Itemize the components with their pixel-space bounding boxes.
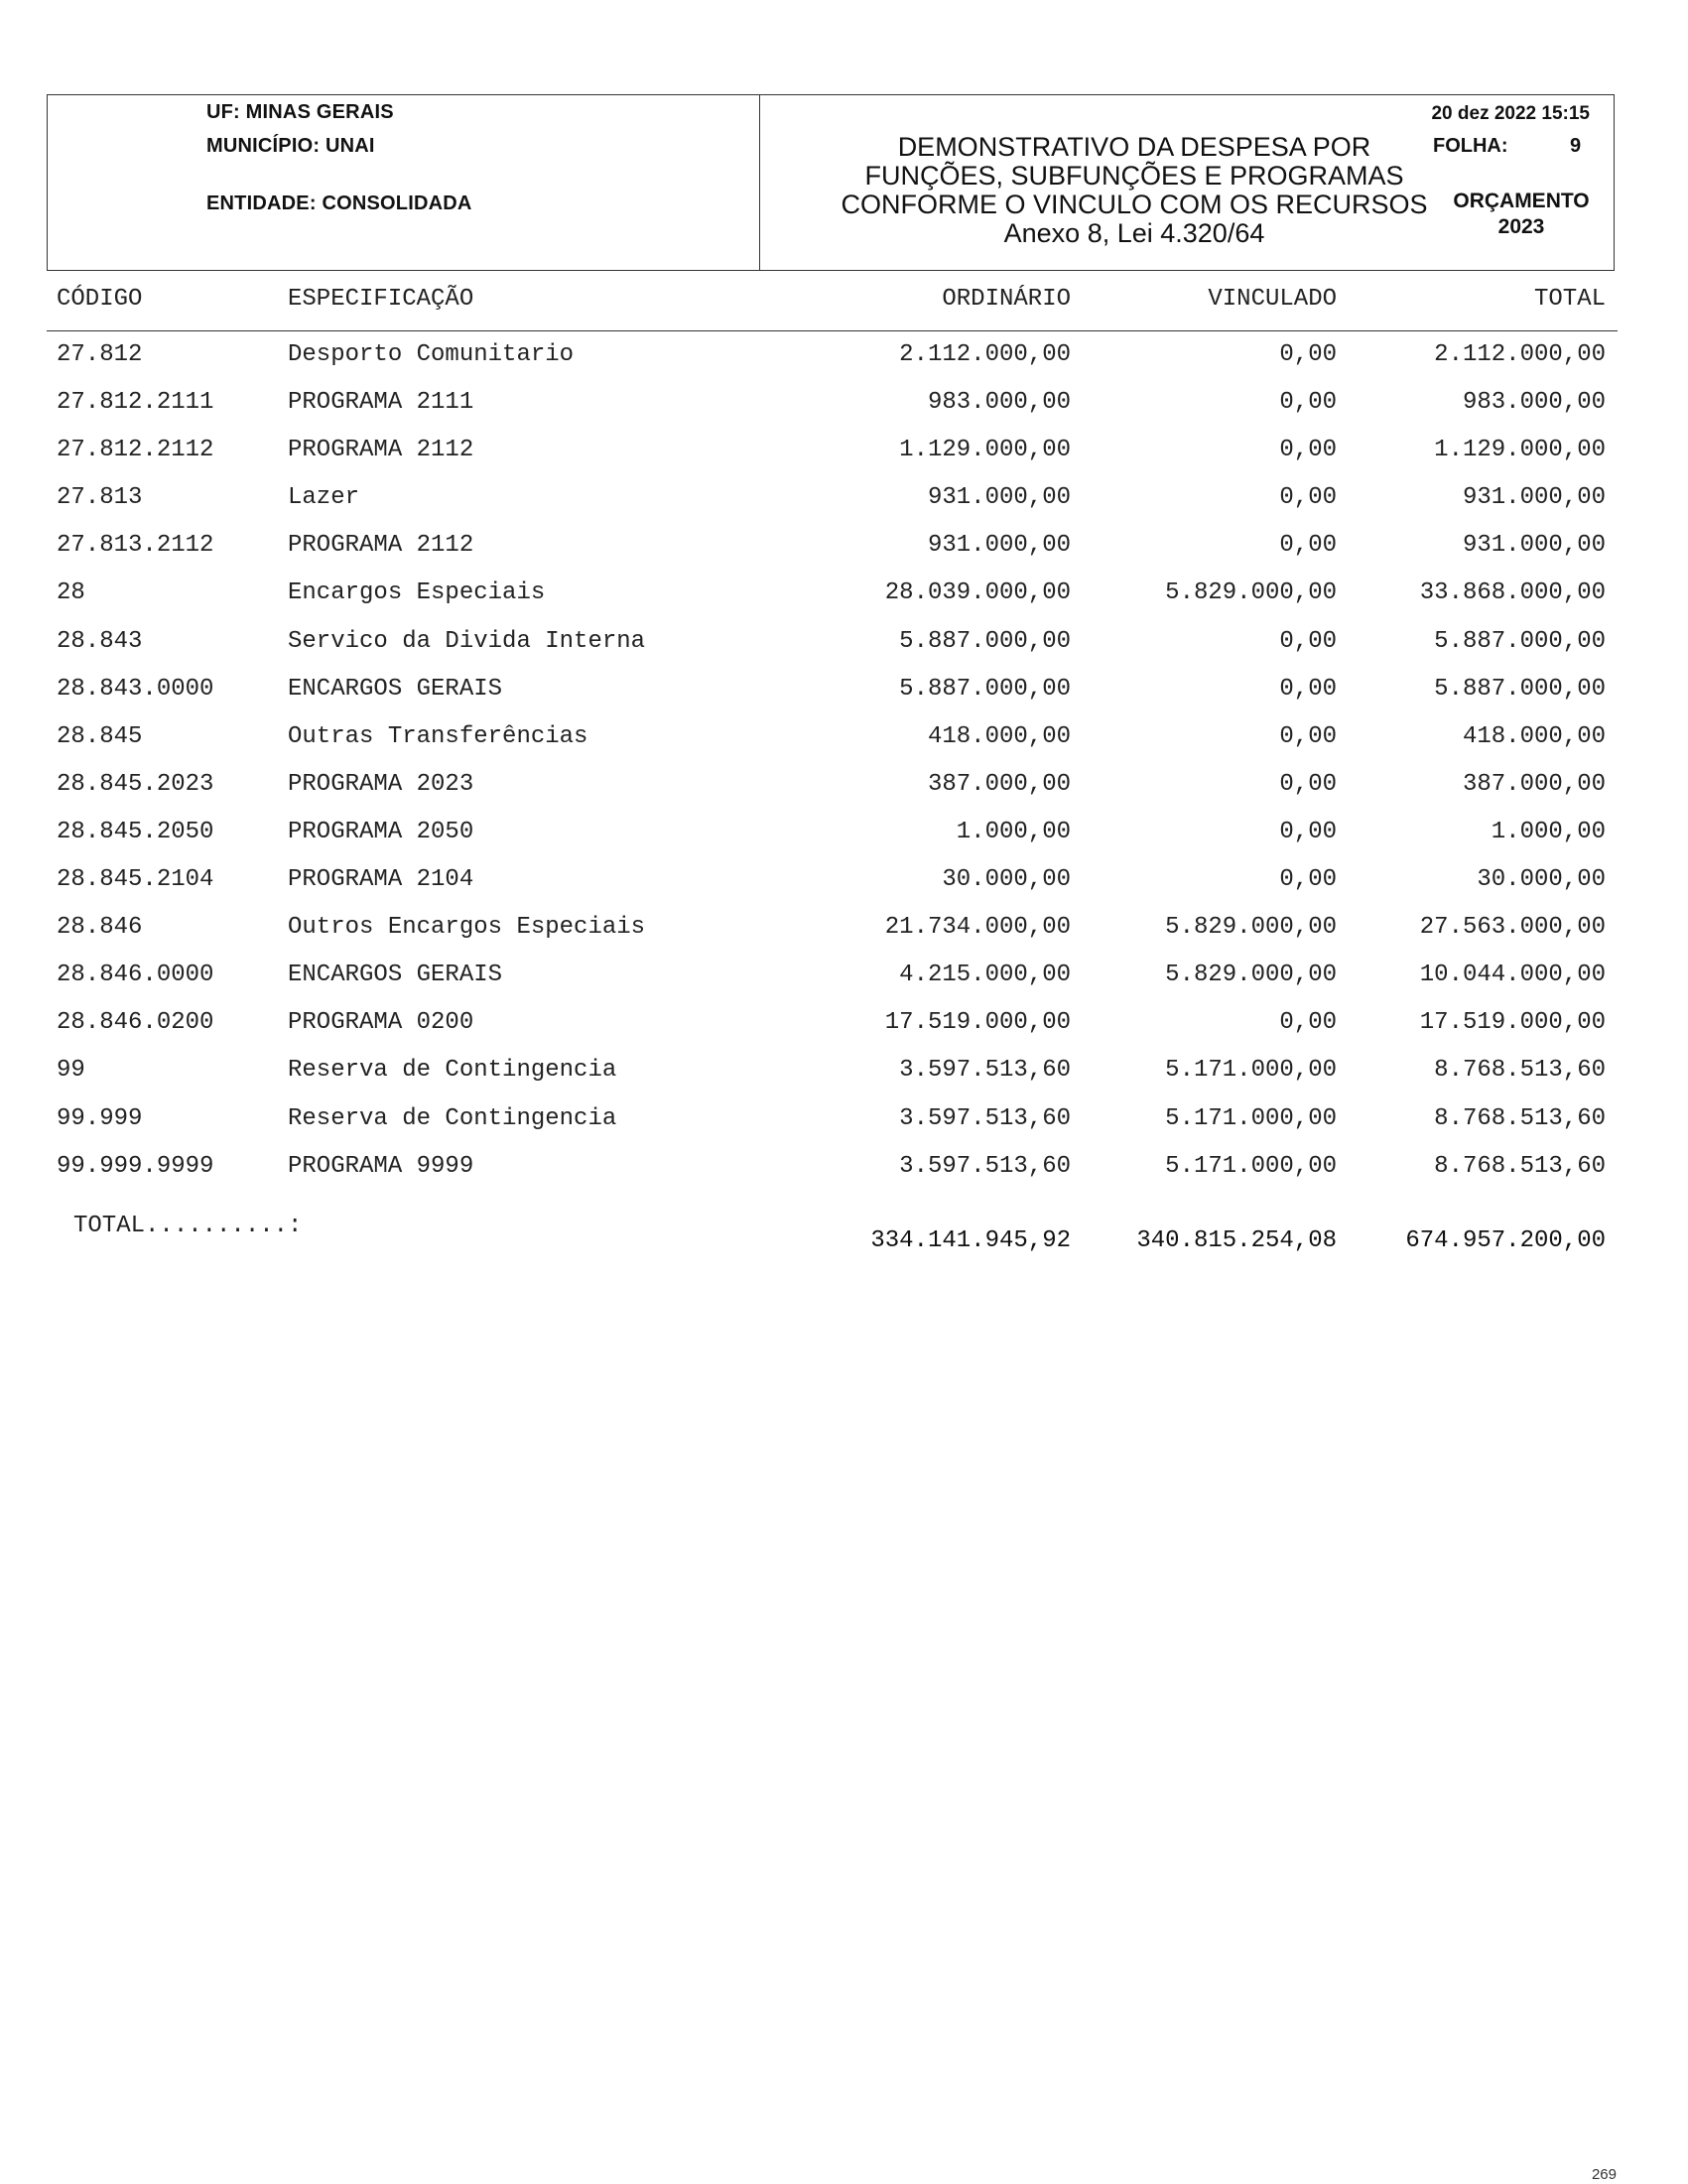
cell-total: 8.768.513,60: [1434, 1057, 1606, 1085]
cell-especificacao: Desporto Comunitario: [288, 341, 575, 368]
folha-label: FOLHA:: [1433, 135, 1508, 157]
cell-vinculado: 5.171.000,00: [1165, 1057, 1337, 1085]
cell-vinculado: 0,00: [1279, 627, 1337, 655]
cell-total: 387.000,00: [1462, 770, 1606, 798]
cell-vinculado: 0,00: [1279, 484, 1337, 512]
cell-especificacao: PROGRAMA 9999: [288, 1152, 474, 1180]
cell-ordinario: 30.000,00: [942, 866, 1071, 894]
orcamento-block: [1447, 189, 1596, 240]
cell-ordinario: 4.215.000,00: [899, 962, 1071, 989]
cell-total: 33.868.000,00: [1419, 579, 1606, 607]
report-title: [772, 133, 1496, 248]
cell-total: 1.129.000,00: [1434, 437, 1606, 464]
cell-codigo: 99.999.9999: [57, 1152, 214, 1180]
table-row: [0, 910, 1688, 958]
cell-total: 8.768.513,60: [1434, 1152, 1606, 1180]
cell-especificacao: ENCARGOS GERAIS: [288, 962, 503, 989]
report-title-line: Anexo 8, Lei 4.320/64: [1003, 218, 1265, 248]
table-row: [0, 337, 1688, 385]
cell-codigo: 99: [57, 1057, 85, 1085]
cell-codigo: 27.812.2111: [57, 389, 214, 417]
cell-vinculado: 0,00: [1279, 866, 1337, 894]
cell-codigo: 28: [57, 579, 85, 607]
cell-ordinario: 5.887.000,00: [899, 675, 1071, 703]
header-divider: [759, 95, 760, 270]
cell-especificacao: Outras Transferências: [288, 722, 588, 750]
cell-total: 27.563.000,00: [1419, 914, 1606, 942]
municipio-label: MUNICÍPIO: UNAI: [206, 135, 375, 157]
table-row: [0, 862, 1688, 910]
folha-value: 9: [1570, 135, 1582, 157]
cell-ordinario: 387.000,00: [927, 770, 1071, 798]
report-title-line: FUNÇÕES, SUBFUNÇÕES E PROGRAMAS: [864, 161, 1404, 191]
cell-vinculado: 5.829.000,00: [1165, 914, 1337, 942]
cell-vinculado: 0,00: [1279, 770, 1337, 798]
uf-label: UF: MINAS GERAIS: [206, 101, 394, 123]
header-separator-line: [47, 330, 1618, 331]
cell-total: 1.000,00: [1491, 818, 1606, 845]
table-row: [0, 1005, 1688, 1053]
cell-total: 5.887.000,00: [1434, 627, 1606, 655]
cell-especificacao: PROGRAMA 2111: [288, 389, 474, 417]
cell-ordinario: 28.039.000,00: [884, 579, 1071, 607]
column-header-codigo: CÓDIGO: [57, 286, 143, 313]
cell-ordinario: 983.000,00: [927, 389, 1071, 417]
cell-ordinario: 931.000,00: [927, 532, 1071, 560]
table-row: [0, 815, 1688, 862]
cell-total: 30.000,00: [1477, 866, 1606, 894]
cell-total: 418.000,00: [1462, 722, 1606, 750]
table-row: [0, 433, 1688, 480]
entidade-label: ENTIDADE: CONSOLIDADA: [206, 193, 472, 214]
cell-especificacao: ENCARGOS GERAIS: [288, 675, 503, 703]
cell-ordinario: 931.000,00: [927, 484, 1071, 512]
cell-vinculado: 5.171.000,00: [1165, 1104, 1337, 1132]
column-header-vinculado: VINCULADO: [1208, 286, 1337, 313]
cell-especificacao: Servico da Divida Interna: [288, 627, 646, 655]
cell-vinculado: 0,00: [1279, 437, 1337, 464]
cell-ordinario: 3.597.513,60: [899, 1104, 1071, 1132]
cell-especificacao: PROGRAMA 2104: [288, 866, 474, 894]
cell-especificacao: Reserva de Contingencia: [288, 1057, 617, 1085]
report-datetime: 20 dez 2022 15:15: [1431, 103, 1590, 124]
cell-codigo: 28.845.2023: [57, 770, 214, 798]
cell-ordinario: 1.000,00: [956, 818, 1071, 845]
report-title-line: CONFORME O VINCULO COM OS RECURSOS: [841, 190, 1428, 219]
table-row: [0, 672, 1688, 719]
cell-codigo: 28.845.2050: [57, 818, 214, 845]
cell-codigo: 28.843.0000: [57, 675, 214, 703]
report-title-line: DEMONSTRATIVO DA DESPESA POR: [897, 132, 1371, 162]
cell-ordinario: 3.597.513,60: [899, 1152, 1071, 1180]
orcamento-year: 2023: [1497, 215, 1545, 238]
cell-especificacao: PROGRAMA 2112: [288, 532, 474, 560]
table-body: [0, 337, 1688, 1197]
cell-especificacao: PROGRAMA 2112: [288, 437, 474, 464]
cell-total: 2.112.000,00: [1434, 341, 1606, 368]
cell-ordinario: 17.519.000,00: [884, 1009, 1071, 1037]
total-ordinario: 334.141.945,92: [870, 1227, 1071, 1254]
cell-ordinario: 2.112.000,00: [899, 341, 1071, 368]
cell-especificacao: PROGRAMA 2023: [288, 770, 474, 798]
cell-especificacao: Outros Encargos Especiais: [288, 914, 646, 942]
cell-especificacao: PROGRAMA 2050: [288, 818, 474, 845]
cell-codigo: 27.812.2112: [57, 437, 214, 464]
cell-vinculado: 0,00: [1279, 1009, 1337, 1037]
table-row: [0, 767, 1688, 815]
cell-especificacao: Reserva de Contingencia: [288, 1104, 617, 1132]
total-label: TOTAL..........:: [73, 1213, 303, 1239]
column-header-total: TOTAL: [1533, 286, 1606, 313]
table-row: [0, 958, 1688, 1005]
cell-vinculado: 5.829.000,00: [1165, 962, 1337, 989]
cell-especificacao: Encargos Especiais: [288, 579, 546, 607]
table-row: [0, 719, 1688, 767]
cell-ordinario: 21.734.000,00: [884, 914, 1071, 942]
report-header: [47, 94, 1615, 271]
total-total: 674.957.200,00: [1405, 1227, 1606, 1254]
cell-ordinario: 1.129.000,00: [899, 437, 1071, 464]
cell-codigo: 28.846: [57, 914, 143, 942]
cell-ordinario: 418.000,00: [927, 722, 1071, 750]
cell-vinculado: 5.171.000,00: [1165, 1152, 1337, 1180]
cell-ordinario: 3.597.513,60: [899, 1057, 1071, 1085]
cell-total: 983.000,00: [1462, 389, 1606, 417]
table-row: [0, 480, 1688, 528]
table-row: [0, 624, 1688, 672]
cell-codigo: 28.845.2104: [57, 866, 214, 894]
cell-vinculado: 0,00: [1279, 532, 1337, 560]
cell-vinculado: 0,00: [1279, 818, 1337, 845]
cell-codigo: 99.999: [57, 1104, 143, 1132]
cell-total: 5.887.000,00: [1434, 675, 1606, 703]
column-header-ordinario: ORDINÁRIO: [942, 286, 1071, 313]
column-header-especificacao: ESPECIFICAÇÃO: [288, 286, 474, 313]
cell-total: 17.519.000,00: [1419, 1009, 1606, 1037]
cell-vinculado: 5.829.000,00: [1165, 579, 1337, 607]
table-row: [0, 528, 1688, 576]
cell-codigo: 28.846.0000: [57, 962, 214, 989]
cell-codigo: 27.813.2112: [57, 532, 214, 560]
cell-vinculado: 0,00: [1279, 675, 1337, 703]
table-row: [0, 1053, 1688, 1100]
table-row: [0, 385, 1688, 433]
cell-vinculado: 0,00: [1279, 722, 1337, 750]
cell-codigo: 28.846.0200: [57, 1009, 214, 1037]
cell-total: 10.044.000,00: [1419, 962, 1606, 989]
page-number: 269: [1591, 2166, 1617, 2183]
table-row: [0, 1149, 1688, 1197]
cell-codigo: 27.813: [57, 484, 143, 512]
cell-vinculado: 0,00: [1279, 389, 1337, 417]
table-row: [0, 1101, 1688, 1149]
cell-total: 931.000,00: [1462, 484, 1606, 512]
total-vinculado: 340.815.254,08: [1136, 1227, 1337, 1254]
orcamento-label: ORÇAMENTO: [1453, 190, 1590, 212]
cell-vinculado: 0,00: [1279, 341, 1337, 368]
cell-especificacao: Lazer: [288, 484, 360, 512]
cell-total: 931.000,00: [1462, 532, 1606, 560]
table-row: [0, 576, 1688, 623]
cell-ordinario: 5.887.000,00: [899, 627, 1071, 655]
cell-total: 8.768.513,60: [1434, 1104, 1606, 1132]
cell-codigo: 28.843: [57, 627, 143, 655]
cell-especificacao: PROGRAMA 0200: [288, 1009, 474, 1037]
cell-codigo: 28.845: [57, 722, 143, 750]
cell-codigo: 27.812: [57, 341, 143, 368]
